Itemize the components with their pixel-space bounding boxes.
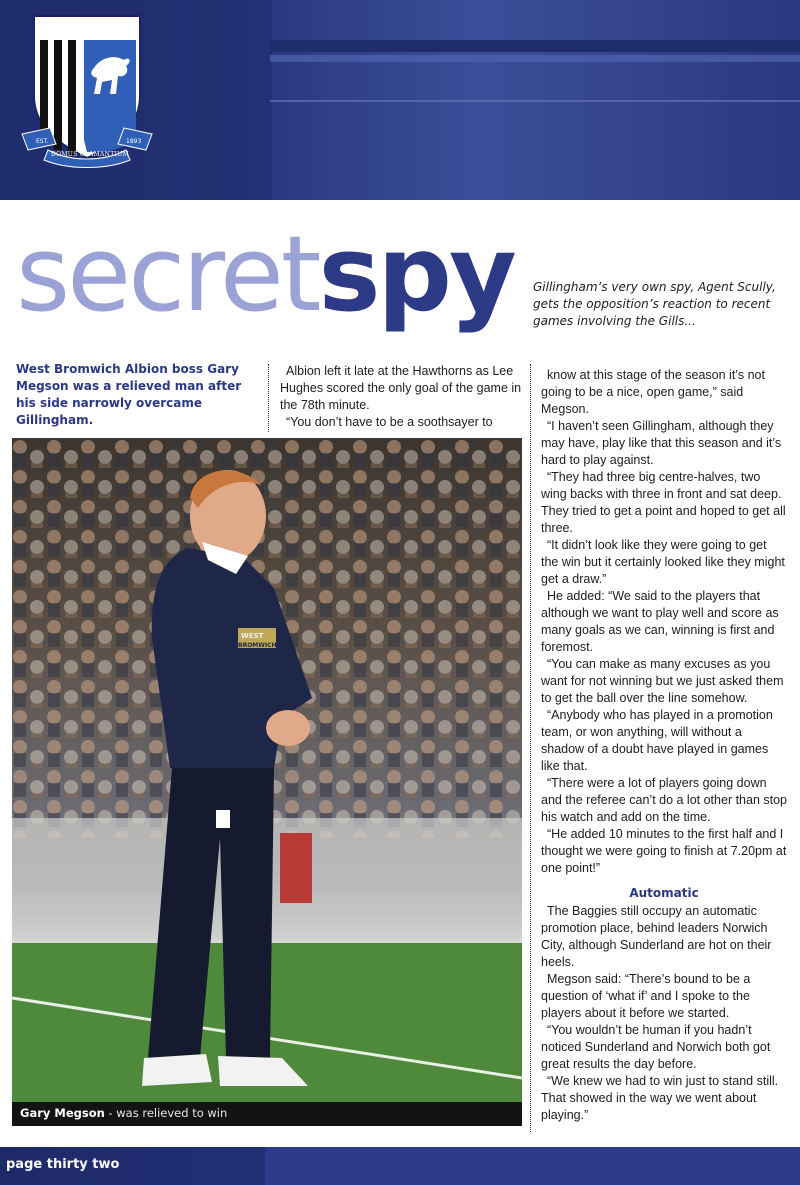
paragraph: “You can make as many excuses as you want for not winning but we just asked them to get the ball over the line somehow. [541,657,784,705]
paragraph: Megson said: “There’s bound to be a question of ‘what if’ and I spoke to the players about it before we started. [541,972,751,1020]
paragraph: know at this stage of the season it’s not going to be a nice, open game,” said Megson. [541,368,765,416]
club-name [36,16,138,38]
header-stripe [270,55,800,62]
paragraph: “Anybody who has played in a promotion team, or won anything, will without a shadow of a doubt have played in games like that. [541,708,773,773]
paragraph: The Baggies still occupy an automatic promotion place, behind leaders Norwich City, although Sunderland are hot on their heels. [541,904,772,969]
subheading: Automatic [629,886,699,900]
paragraph: “I haven’t seen Gillingham, although they may have, play like that this season and it’s hard to play against. [541,419,782,467]
caption-name: Gary Megson [20,1106,105,1120]
footer-stripe [265,1147,800,1185]
paragraph: “He added 10 minutes to the first half and I thought we were going to finish at 7.20pm at one point!” [541,827,787,875]
header-stripe [270,100,800,102]
header-band [0,0,800,200]
right-column [541,367,787,1124]
paragraph: “You wouldn’t be human if you hadn’t noticed Sunderland and Norwich both got great results the day before. [541,1023,771,1071]
paragraph: “There were a lot of players going down and the referee can’t do a lot other than stop his watch and add on the time. [541,776,788,824]
svg-text:WEST: WEST [241,632,264,640]
intro-text: Gillingham’s very own spy, Agent Scully, gets the opposition’s reaction to recent games involving the Gills... [533,280,776,328]
header-stripe [270,40,800,52]
svg-text:BROMWICH: BROMWICH [238,642,277,649]
column-divider [268,364,269,432]
caption-text: - was relieved to win [104,1106,228,1120]
photo-caption [12,1102,522,1126]
lead-paragraph: West Bromwich Albion boss Gary Megson was a relieved man after his side narrowly overcame Gillingham. [16,362,242,427]
manager-photo [12,438,522,1102]
crest-motto: DOMUS CLAMANTIUM [51,151,129,158]
middle-column [280,363,522,431]
paragraph: “They had three big centre-halves, two wing backs with three in front and sat deep. They tried to get a point and hoped to get all three. [541,470,786,535]
svg-text:EST.: EST. [36,138,49,145]
footer-band [0,1147,800,1185]
paragraph: “It didn’t look like they were going to get the win but it certainly looked like they might get a draw.” [541,538,785,586]
photo-illustration [12,438,522,1102]
title-bold: spy [318,213,514,335]
title-light: secret [16,213,319,335]
page-number: page thirty two [6,1157,120,1172]
svg-text:1893: 1893 [126,138,142,145]
club-name-line2: FOOTBALL CLUB [40,27,134,38]
paragraph: “We knew we had to win just to stand still. That showed in the way we went about playing.” [541,1074,779,1122]
club-name-line1: GILLINGHAM [49,16,125,27]
paragraph: He added: “We said to the players that although we want to play well and score as many goals as we can, winning is first and foremost. [541,589,779,654]
paragraph: “You don’t have to be a soothsayer to [286,415,493,429]
page-title [16,213,514,335]
column-divider [530,364,531,1132]
paragraph: Albion left it late at the Hawthorns as Lee Hughes scored the only goal of the game in the 78th minute. [280,364,522,412]
